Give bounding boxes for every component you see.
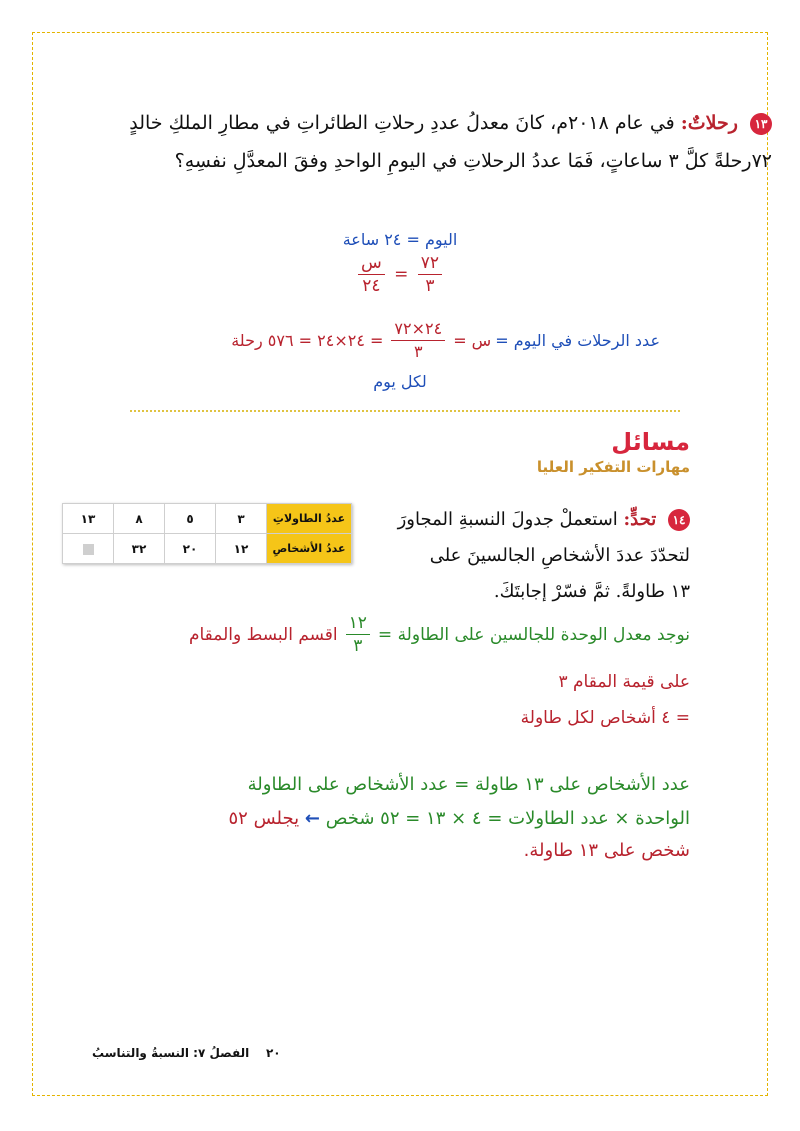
table-cell-missing xyxy=(63,534,114,564)
section-title: مسائل xyxy=(611,428,690,456)
page-footer xyxy=(92,1046,281,1060)
question-14-keyword: تحدٍّ: xyxy=(623,509,657,530)
question-13-keyword: رحلاتٌ: xyxy=(680,112,738,134)
fraction-left: $\frac{\text{س}}{٢٤}$ xyxy=(358,252,385,297)
solution-13-day-line: اليوم = ٢٤ ساعة xyxy=(342,230,458,249)
solution-14-line6: شخص على ١٣ طاولة. xyxy=(523,840,690,861)
question-13-line1: في عام ٢٠١٨م، كانَ معدلُ عددِ رحلاتِ الطائراتِ في مطارِ الملكِ خالدٍ xyxy=(129,112,675,134)
table-cell: ٨ xyxy=(114,504,165,534)
solution-13-calculation xyxy=(100,318,660,363)
question-14-line2: لتحدّدَ عددَ الأشخاصِ الجالسينَ على xyxy=(429,545,690,566)
table-cell: ٣٢ xyxy=(114,534,165,564)
solution-14-line2: على قيمة المقام ٣ xyxy=(558,672,690,692)
table-cell: ١٢ xyxy=(216,534,267,564)
solution-14-line4: عدد الأشخاص على ١٣ طاولة = عدد الأشخاص على الطاولة xyxy=(247,774,690,795)
question-number-13: ١٣ xyxy=(750,113,772,135)
table-cell: ١٣ xyxy=(63,504,114,534)
question-13-line2: ٧٢رحلةً كلَّ ٣ ساعاتٍ، فَمَا عددُ الرحلاتِ في اليومِ الواحدِ وفقَ المعدَّلِ نفسِهِ؟ xyxy=(174,150,772,172)
section-subtitle: مهارات التفكير العليا xyxy=(536,458,690,476)
calc-result: = ٢٤×٢٤ = ٥٧٦ رحلة xyxy=(231,331,384,350)
solution-14-line1: نوجد معدل الوحدة للجالسين على الطاولة = $\frac{١٢}{٣}$ اقسم البسط والمقام xyxy=(188,613,690,656)
table-header-tables: عددُ الطاولاتِ xyxy=(267,504,352,534)
missing-value-box xyxy=(83,544,94,555)
unit-rate-fraction: $\frac{١٢}{٣}$ xyxy=(346,612,370,657)
calc-label: عدد الرحلات في اليوم = xyxy=(495,331,660,350)
solution-13-per-day: لكل يوم xyxy=(373,372,427,391)
table-header-persons: عددُ الأشخاصِ xyxy=(267,534,352,564)
table-cell: ٢٠ xyxy=(165,534,216,564)
question-14-line1: استعملْ جدولَ النسبةِ المجاورَ xyxy=(397,509,618,530)
ratio-table xyxy=(62,503,352,564)
calc-fraction: $\frac{٢٤\times ٧٢}{٣}$ xyxy=(391,318,445,363)
question-14 xyxy=(360,502,690,610)
chapter-title: الفصلُ ٧: النسبةُ والتناسبُ xyxy=(92,1046,250,1060)
table-cell: ٥ xyxy=(165,504,216,534)
question-number-14: ١٤ xyxy=(668,509,690,531)
solution-13-proportion: $\frac{\text{س}}{٢٤}$ = $\frac{٧٢}{٣}$ xyxy=(330,252,470,297)
table-cell: ٣ xyxy=(216,504,267,534)
page-number: ٢٠ xyxy=(265,1046,281,1060)
solution-14-line3: = ٤ أشخاص لكل طاولة xyxy=(520,708,690,728)
table-row-tables xyxy=(63,504,352,534)
question-14-line3: ١٣ طاولةً. ثمَّ فسّرْ إجابتَكَ. xyxy=(493,581,690,602)
arrow-icon: ← xyxy=(304,808,320,829)
table-row-persons xyxy=(63,534,352,564)
question-13 xyxy=(40,104,772,180)
calc-s: س = xyxy=(453,331,492,350)
fraction-right: $\frac{٧٢}{٣}$ xyxy=(418,252,442,297)
section-divider xyxy=(130,410,680,412)
solution-14-line5: الواحدة × عدد الطاولات = ٤ × ١٣ = ٥٢ شخص ← يجلس ٥٢ xyxy=(228,808,690,829)
